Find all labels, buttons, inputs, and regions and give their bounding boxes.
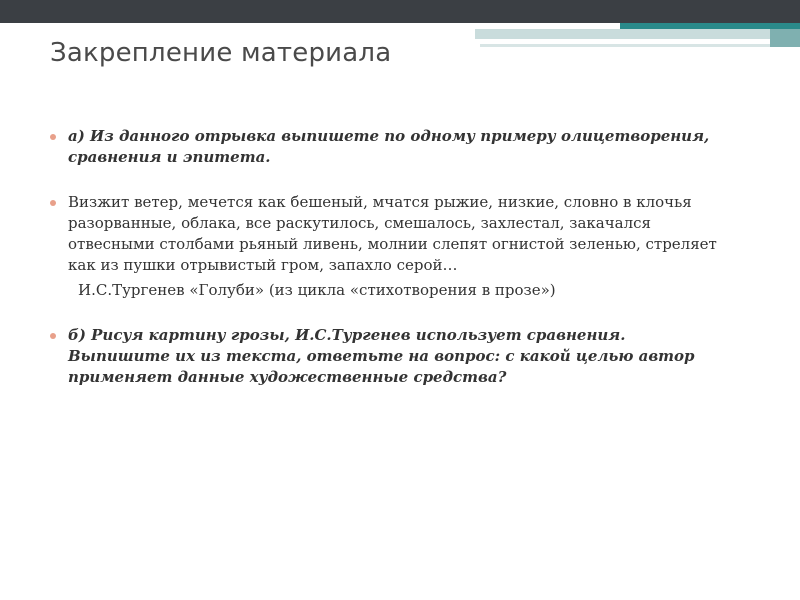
- top-corner-block: [770, 29, 800, 47]
- slide-title: Закрепление материала: [50, 38, 392, 68]
- task-a-text: а) Из данного отрывка выпишете по одному примеру олицетворения, сравнения и эпитета.: [68, 127, 710, 166]
- quote-text: Визжит ветер, мечется как бешеный, мчатся рыжие, низкие, словно в клочья разорванные, облака, все раскутилось, смешалось, захлестал, закачался отвесными столбами рьяный ливень, молнии слепят огнистой зеленью, стреляет как из пушки отрывистый гром, запахло серой…: [68, 193, 717, 274]
- top-light-band: [475, 29, 800, 39]
- quote-attribution: И.С.Тургенев «Голуби» (из цикла «стихотворения в прозе»): [78, 281, 556, 299]
- bullet-icon: [50, 134, 56, 140]
- task-a-item: [50, 126, 730, 168]
- slide-content: [50, 126, 730, 412]
- top-light-stripe: [480, 44, 800, 47]
- task-b-item: [50, 325, 730, 388]
- quote-item: [50, 192, 730, 301]
- bullet-icon: [50, 333, 56, 339]
- task-b-text: б) Рисуя картину грозы, И.С.Тургенев использует сравнения. Выпишите их из текста, ответьте на вопрос: с какой целью автор применяет данные художественные средства?: [68, 326, 695, 386]
- top-dark-band: [0, 0, 800, 23]
- bullet-icon: [50, 200, 56, 206]
